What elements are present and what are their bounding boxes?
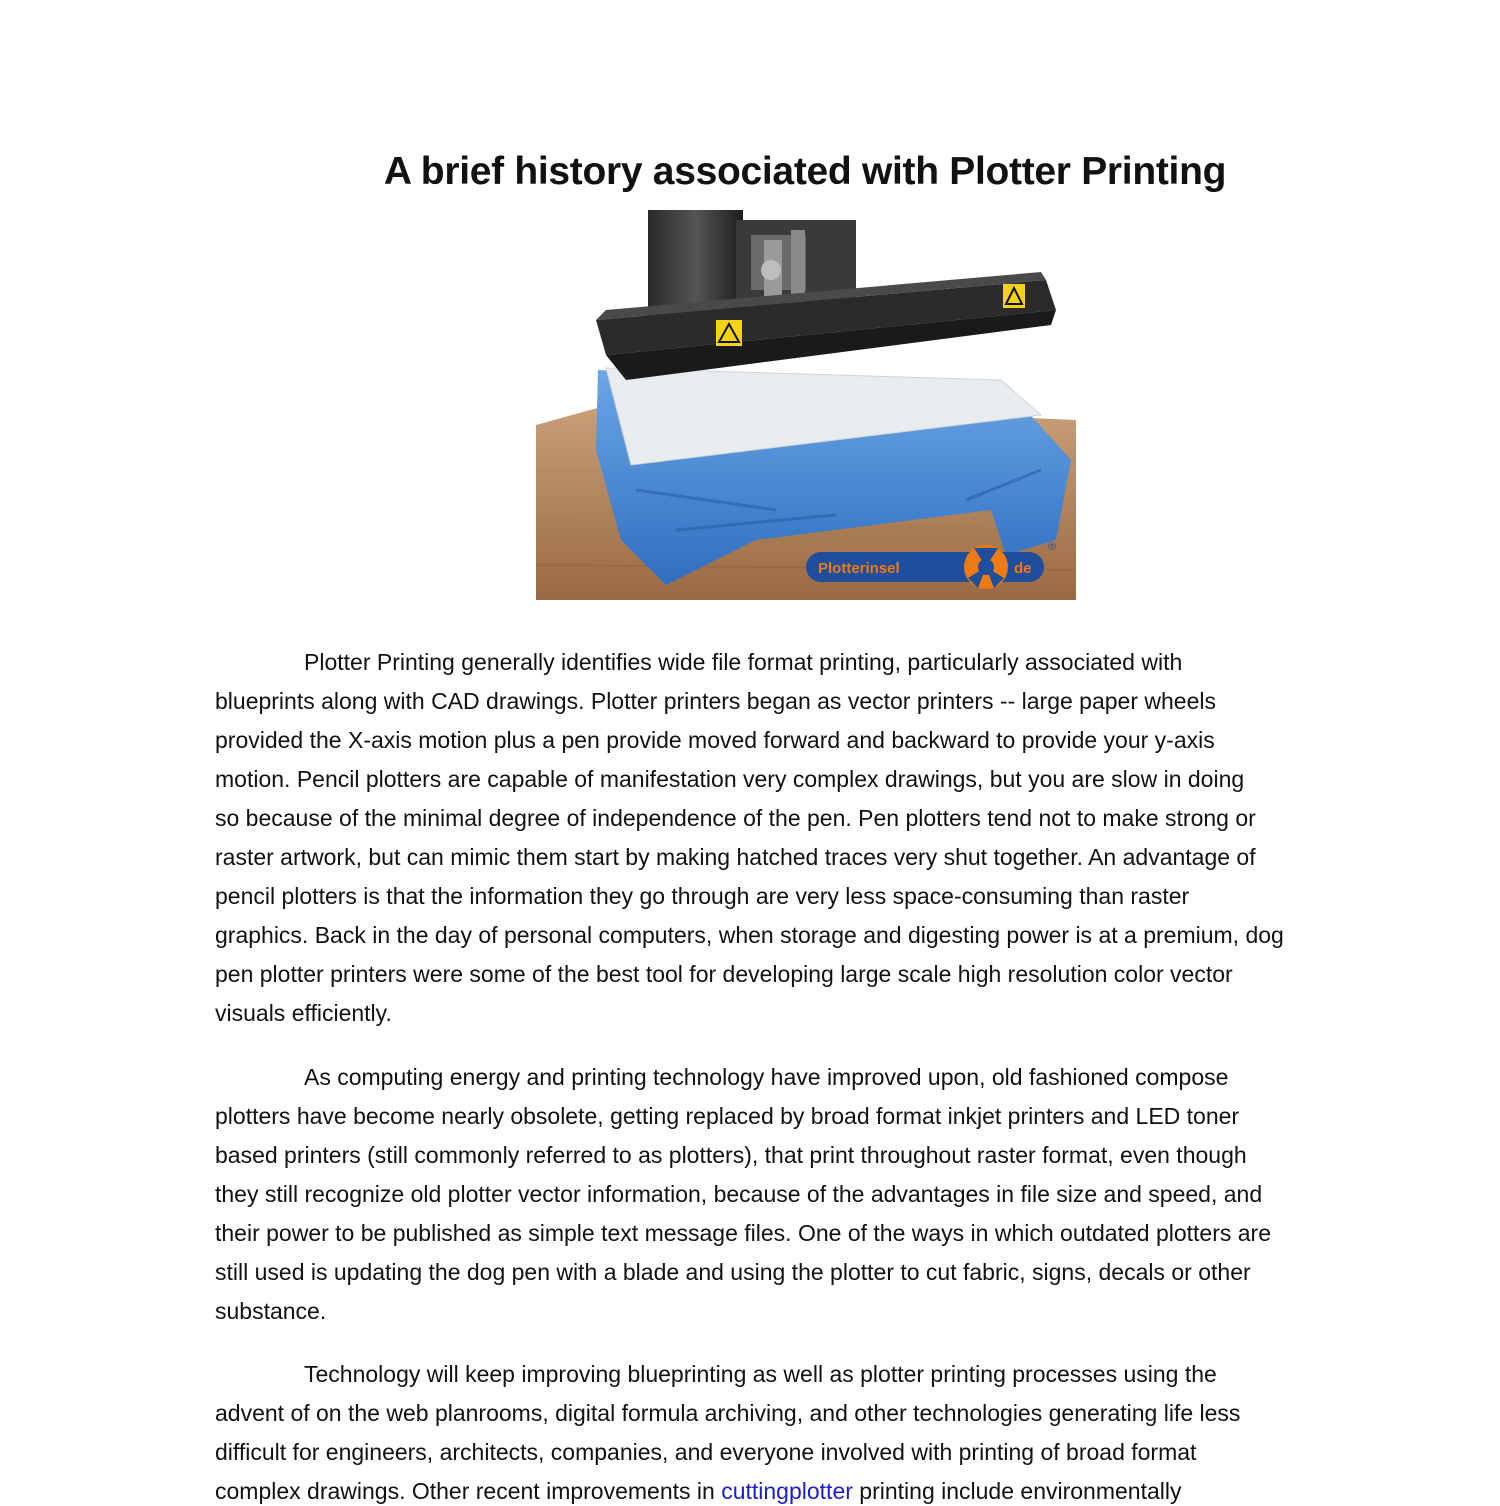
paragraph-1-line: visuals efficiently.: [215, 1000, 392, 1026]
paragraph-3-text-before-link: complex drawings. Other recent improvements in: [215, 1478, 722, 1504]
paragraph-3-last-line: [215, 1476, 1181, 1506]
logo-left-text: Plotterinsel: [818, 560, 900, 577]
paragraph-3-line: difficult for engineers, architects, companies, and everyone involved with printing of broad format: [215, 1439, 1197, 1465]
page-title: A brief history associated with Plotter Printing: [383, 150, 1227, 193]
paragraph-1-line: provided the X-axis motion plus a pen provide moved forward and backward to provide your y-axis: [215, 727, 1215, 753]
paragraph-2-line: their power to be published as simple text message files. One of the ways in which outdated plotters are: [215, 1220, 1272, 1246]
paragraph-3-text-after-link: printing include environmentally: [852, 1478, 1182, 1504]
paragraph-2-line: As computing energy and printing technology have improved upon, old fashioned compose: [304, 1064, 1229, 1090]
registered-mark: ®: [1048, 541, 1057, 553]
paragraph-2-line: still used is updating the dog pen with a blade and using the plotter to cut fabric, signs, decals or other: [215, 1259, 1251, 1285]
paragraph-1-line: pencil plotters is that the information they go through are very less space-consuming than raster: [215, 883, 1190, 909]
heat-press-photo: [536, 210, 1076, 600]
cuttingplotter-link[interactable]: cuttingplotter: [721, 1478, 853, 1504]
paragraph-1-line: pen plotter printers were some of the best tool for developing large scale high resolution color vector: [215, 961, 1233, 987]
paragraph-1-line: graphics. Back in the day of personal computers, when storage and digesting power is at a premium, dog: [215, 922, 1284, 948]
paragraph-1-line: Plotter Printing generally identifies wide file format printing, particularly associated with: [304, 649, 1183, 675]
paragraph-1-line: so because of the minimal degree of independence of the pen. Pen plotters tend not to make strong or: [215, 805, 1256, 831]
paragraph-1-line: motion. Pencil plotters are capable of manifestation very complex drawings, but you are slow in doing: [215, 766, 1245, 792]
paragraph-3-line: advent of on the web planrooms, digital formula archiving, and other technologies generating life less: [215, 1400, 1241, 1426]
paragraph-3-line: Technology will keep improving blueprinting as well as plotter printing processes using the: [304, 1361, 1217, 1387]
paragraph-2-line: based printers (still commonly referred to as plotters), that print throughout raster format, even though: [215, 1142, 1247, 1168]
paragraph-2-line: substance.: [215, 1298, 327, 1324]
paragraph-1-line: raster artwork, but can mimic them start by making hatched traces very shut together. An advantage of: [215, 844, 1256, 870]
paragraph-1-line: blueprints along with CAD drawings. Plotter printers began as vector printers -- large paper wheels: [215, 688, 1216, 714]
paragraph-2-line: plotters have become nearly obsolete, getting replaced by broad format inkjet printers and LED toner: [215, 1103, 1240, 1129]
paragraph-2-line: they still recognize old plotter vector information, because of the advantages in file size and speed, and: [215, 1181, 1263, 1207]
logo-right-text: de: [1014, 560, 1032, 577]
